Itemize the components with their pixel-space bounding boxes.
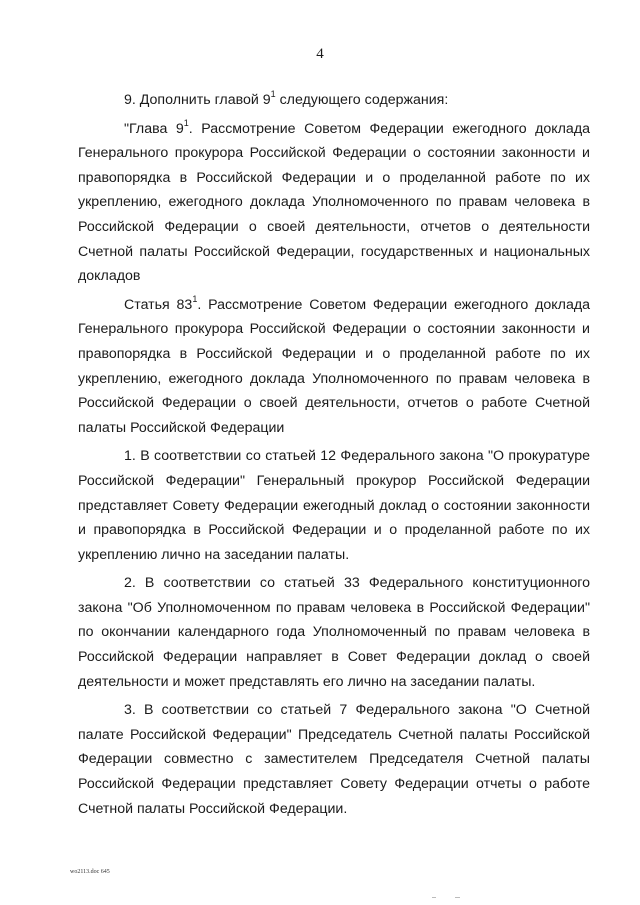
- scan-mark: [455, 897, 460, 898]
- article-title: Статья $83^1$. Рассмотрение Советом Федерации ежегодного доклада Генерального прокурора Российской Федерации о состоянии законности и правопорядка в Российской Федерации и о проделанной работе по их укреплению, ежегодного доклада Уполномоченного по правам человека в Российской Федерации о своей деятельности, отчетов о работе Счетной палаты Российской Федерации: [78, 294, 590, 436]
- document-footer: wo2113.doc 645: [70, 869, 110, 875]
- paragraph-2: 2. В соответствии со статьей 33 Федерального конституционного закона "Об Уполномоченном по правам человека в Российской Федерации" по окончании календарного года Уполномоченный по правам человека в Российской Федерации направляет в Совет Федерации доклад о своей деятельности и может представлять его лично на заседании палаты.: [78, 575, 590, 690]
- chapter-title: "Глава $9^1$. Рассмотрение Советом Федерации ежегодного доклада Генерального прокурора Российской Федерации о состоянии законности и правопорядка в Российской Федерации и о проделанной работе по их укреплению, ежегодного доклада Уполномоченного по правам человека в Российской Федерации о своей деятельности, отчетов о деятельности Счетной палаты Российской Федерации, государственных и национальных докладов: [78, 117, 590, 285]
- superscript: 1: [270, 89, 276, 100]
- page-number: 4: [316, 46, 324, 62]
- paragraph-1: 1. В соответствии со статьей 12 Федерального закона "О прокуратуре Российской Федерации" Генеральный прокурор Российской Федерации представляет Совету Федерации ежегодный доклад о состоянии законности и правопорядка в Российской Федерации и о проделанной работе по их укреплению лично на заседании палаты.: [78, 448, 590, 563]
- superscript: 1: [192, 294, 198, 305]
- document-body: [78, 88, 590, 821]
- amendment-intro: 9. Дополнить главой $9^1$ следующего содержания:: [124, 89, 449, 108]
- scan-mark: [432, 897, 436, 898]
- superscript: 1: [183, 117, 189, 128]
- paragraph-3: 3. В соответствии со статьей 7 Федерального закона "О Счетной палате Российской Федерации" Председатель Счетной палаты Российской Федерации совместно с заместителем Председателя Счетной палаты Российской Федерации представляет Совету Федерации отчеты о работе Счетной палаты Российской Федерации.: [78, 702, 590, 817]
